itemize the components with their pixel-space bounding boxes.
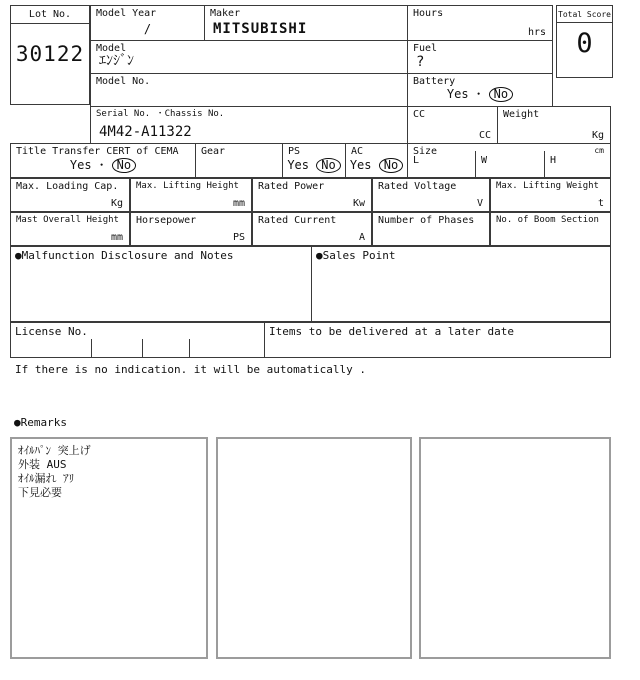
title-transfer-no-circled: No — [112, 158, 136, 173]
model-no-cell — [90, 73, 408, 107]
size-unit: cm — [594, 146, 604, 155]
total-score-box — [556, 5, 613, 78]
size-cell — [407, 143, 611, 178]
license-label: License No. — [15, 325, 88, 338]
spec-label: Rated Power — [258, 181, 325, 192]
remarks-label: ●Remarks — [14, 416, 67, 429]
remarks-box-1 — [10, 437, 208, 659]
maker-cell — [204, 5, 408, 41]
serial-label: Serial No. ・Chassis No. — [96, 109, 225, 119]
battery-cell — [407, 73, 553, 107]
weight-cell — [497, 106, 611, 144]
title-transfer-cell — [10, 143, 196, 178]
spec-unit: A — [358, 232, 365, 243]
lot-no-label: Lot No. — [11, 6, 89, 24]
maker-label: Maker — [210, 8, 241, 19]
ps-yes: Yes — [287, 158, 309, 172]
spec-number-of-phases — [372, 212, 490, 246]
gear-label: Gear — [201, 146, 226, 157]
sales-point-cell — [311, 246, 611, 322]
spec-mast-overall-height — [10, 212, 130, 246]
spec-boom-section — [490, 212, 611, 246]
remarks-box-3 — [419, 437, 611, 659]
spec-rated-current — [252, 212, 372, 246]
lot-no-value: 30122 — [15, 42, 85, 66]
remark-line: ｵｲﾙ漏れ ｱﾘ — [18, 472, 75, 485]
hours-label: Hours — [413, 8, 444, 19]
spec-unit: Kw — [352, 198, 365, 209]
model-cell — [90, 40, 408, 74]
lot-cell — [10, 5, 90, 105]
ps-label: PS — [288, 146, 301, 157]
size-dim-h: H — [550, 155, 557, 166]
auto-note: If there is no indication. it will be automatically . — [15, 363, 366, 376]
ps-yesno — [283, 158, 345, 173]
model-year-value: / — [143, 22, 152, 36]
title-transfer-yesno — [11, 156, 195, 173]
ac-yesno — [346, 158, 407, 173]
spec-label: Rated Current — [258, 215, 337, 226]
model-year-cell — [90, 5, 205, 41]
spec-rated-voltage — [372, 178, 490, 212]
spec-unit: mm — [232, 198, 245, 209]
ac-label: AC — [351, 146, 364, 157]
model-year-label: Model Year — [96, 8, 157, 19]
fuel-value: ? — [416, 54, 425, 70]
spec-horsepower — [130, 212, 252, 246]
battery-yes: Yes — [446, 87, 469, 101]
license-tick — [142, 339, 143, 357]
serial-value: 4M42-A11322 — [99, 124, 192, 140]
ac-cell — [345, 143, 408, 178]
size-label: Size — [413, 146, 438, 157]
fuel-cell — [407, 40, 553, 74]
cc-cell — [407, 106, 498, 144]
spec-label: No. of Boom Section — [496, 215, 599, 225]
fuel-label: Fuel — [413, 43, 438, 54]
total-score-label: Total Score — [557, 6, 612, 23]
model-no-label: Model No. — [96, 76, 151, 87]
maker-value: MITSUBISHI — [213, 21, 308, 37]
battery-label: Battery — [413, 76, 456, 87]
ps-no-circled: No — [316, 158, 340, 173]
hours-unit: hrs — [527, 27, 546, 38]
license-cell — [10, 322, 265, 358]
title-transfer-separator: ・ — [95, 158, 108, 172]
weight-label: Weight — [503, 109, 540, 120]
spec-max-lifting-height — [130, 178, 252, 212]
malfunction-label: ●Malfunction Disclosure and Notes — [15, 249, 234, 262]
model-label: Model — [96, 43, 127, 54]
spec-unit: PS — [232, 232, 245, 243]
size-dim-w: W — [481, 155, 488, 166]
spec-label: Max. Lifting Weight — [496, 181, 599, 191]
remarks-box-2 — [216, 437, 412, 659]
remark-line: ｵｲﾙﾊﾟﾝ 突上げ — [18, 444, 91, 457]
license-tick — [189, 339, 190, 357]
size-dim-l: L — [413, 155, 420, 166]
weight-unit: Kg — [591, 130, 604, 141]
spec-rated-power — [252, 178, 372, 212]
spec-max-loading-cap — [10, 178, 130, 212]
sales-point-label: ●Sales Point — [316, 249, 396, 262]
spec-label: Mast Overall Height — [16, 215, 119, 225]
cc-unit: CC — [478, 130, 491, 141]
spec-max-lifting-weight — [490, 178, 611, 212]
spec-label: Max. Loading Cap. — [16, 181, 119, 192]
spec-label: Max. Lifting Height — [136, 181, 239, 191]
ps-cell — [282, 143, 346, 178]
gear-cell — [195, 143, 283, 178]
spec-label: Number of Phases — [378, 215, 475, 226]
total-score-value: 0 — [576, 28, 593, 59]
serial-cell — [90, 106, 408, 144]
spec-label: Horsepower — [136, 215, 197, 226]
battery-separator: ・ — [472, 87, 485, 101]
title-transfer-label: Title Transfer CERT of CEMA — [16, 146, 179, 157]
size-divider-h — [544, 151, 545, 177]
spec-unit: Kg — [110, 198, 123, 209]
spec-label: Rated Voltage — [378, 181, 457, 192]
ac-no-circled: No — [379, 158, 403, 173]
title-transfer-yes: Yes — [69, 158, 92, 172]
spec-unit: V — [476, 198, 483, 209]
battery-no-circled: No — [489, 87, 513, 102]
ac-yes: Yes — [349, 158, 372, 172]
cc-label: CC — [413, 109, 426, 120]
spec-unit: t — [597, 198, 604, 209]
later-items-label: Items to be delivered at a later date — [269, 325, 515, 338]
spec-unit: mm — [110, 232, 123, 243]
license-tick — [91, 339, 92, 357]
remark-line: 下見必要 — [18, 486, 62, 499]
hours-cell — [407, 5, 553, 41]
later-items-cell — [264, 322, 611, 358]
model-value: ｴﾝｼﾞﾝ — [99, 53, 134, 69]
battery-yesno — [408, 85, 552, 102]
size-divider-w — [475, 151, 476, 177]
remark-line: 外装 AUS — [18, 458, 67, 471]
malfunction-cell — [10, 246, 312, 322]
